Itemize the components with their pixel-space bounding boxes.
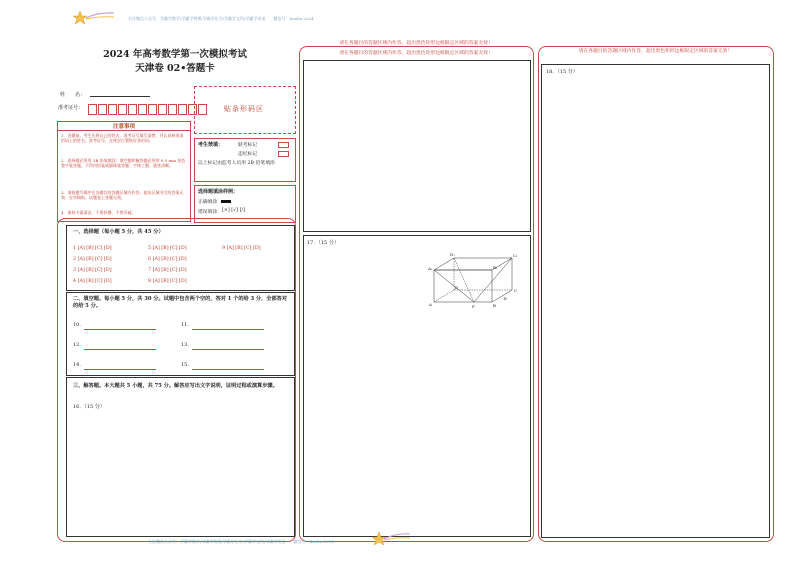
blank-12-line[interactable]: [84, 343, 156, 350]
label-e: E: [504, 296, 507, 301]
blank-15-line[interactable]: [192, 363, 264, 370]
blank-11-line[interactable]: [192, 323, 264, 330]
absent-checkbox[interactable]: [278, 142, 289, 148]
blank-14-line[interactable]: [84, 363, 156, 370]
notice-item-2: 2．选择题必须用 2B 铅笔填涂；填空题和解答题必须用 0.5 mm 黑色签字笔答题，不得用铅笔或圆珠笔答题；字体工整、笔迹清晰。: [61, 158, 186, 168]
mc-q1[interactable]: 1 [A] [B] [C] [D]: [73, 246, 112, 251]
label-b: B: [493, 303, 496, 308]
notice-item-4: 4．保持卡面清洁，不要折叠、不要弄破。: [61, 210, 136, 215]
blank-10[interactable]: [73, 320, 156, 330]
middle-warning-top: 请在各题目的答题区域内作答，超出黑色矩形边框限定区域的答案无效！: [339, 41, 493, 46]
notice-item-1: 1．答题前，考生先将自己的姓名，准考证号填写清楚，并认真核准条形码上的姓名、准考证号，在规定位置贴好条形码。: [61, 133, 184, 143]
name-field[interactable]: [90, 96, 150, 97]
mc-q6[interactable]: 6 [A] [B] [C] [D]: [148, 257, 187, 262]
header-text: 关注微信公众号：学霸学数学/学霸学物理/学霸学化学/学霸学文科/学霸学英语 微信号：Xueba-2024: [128, 16, 314, 21]
mc-q5[interactable]: 5 [A] [B] [C] [D]: [148, 246, 187, 251]
label-a: A: [429, 302, 432, 307]
forbidden-title: 考生禁填：: [198, 142, 224, 148]
wrong-fill-label: 错误填涂: [198, 210, 218, 215]
section2-title: 二、填空题。每小题 5 分，共 30 分。试题中包含两个空的，答对 1 个的给 3 分，全部答对的给 5 分。: [73, 296, 288, 309]
mc-q7[interactable]: 7 [A] [B] [C] [D]: [148, 268, 187, 273]
right-warning-top: 请在各题目的答题区域内作答，超出黑色矩形边框限定区域的答案无效！: [578, 49, 733, 54]
page-subtitle: 天津卷 02•答题卡: [135, 63, 215, 74]
id-label: 准考证号：: [58, 105, 84, 111]
star-logo-bottom: [372, 530, 412, 550]
mc-q8[interactable]: 8 [A] [B] [C] [D]: [148, 279, 187, 284]
mc-q4[interactable]: 4 [A] [B] [C] [D]: [73, 279, 112, 284]
name-label: 姓 名：: [60, 92, 86, 98]
q16-label: 16．（15 分）: [73, 404, 105, 410]
blank-11[interactable]: [181, 320, 264, 330]
mc-col3[interactable]: [222, 243, 261, 254]
mc-q9[interactable]: 9 [A] [B] [C] [D]: [222, 246, 261, 251]
blank-13-line[interactable]: [192, 343, 264, 350]
label-b1: B₁: [493, 265, 498, 270]
cuboid-figure: [428, 250, 524, 310]
middle-answer-box-top[interactable]: [303, 60, 531, 232]
label-f: F: [472, 304, 475, 309]
mc-col1[interactable]: [73, 243, 112, 287]
footer-text: 关注微信公众号：学霸学数学/学霸学物理/学霸学化学/学霸学文科/学霸学英语 微信号：Xueba-2024: [148, 539, 334, 544]
blank-11-label: 11．: [181, 322, 193, 328]
blank-12-label: 12．: [73, 342, 85, 348]
mc-col2[interactable]: [148, 243, 187, 287]
blank-10-line[interactable]: [84, 323, 156, 330]
notice-item-3: 3．请按题号顺序在各题目的答题区域内作答，超出区域书写的答案无效；在草稿纸、试题卷上答题无效。: [61, 190, 184, 200]
q17-label: 17．（15 分）: [307, 240, 339, 246]
middle-warning-top-2: 请在各题目的答题区域内作答，超出黑色矩形边框限定区域的答案无效！: [339, 51, 493, 56]
fill-sample-title: 选择题填涂样例：: [198, 189, 239, 195]
id-boxes[interactable]: [88, 104, 208, 115]
q18-label: 18．（15 分）: [546, 69, 578, 75]
q18-answer-box[interactable]: [541, 64, 770, 538]
correct-fill-mark: [221, 200, 231, 203]
label-c1: C₁: [513, 253, 518, 258]
section3-title: 三、解答题。本大题共 5 小题，共 75 分。解答应写出文字说明，证明过程或演算步骤。: [73, 383, 278, 389]
blank-14[interactable]: [73, 360, 156, 370]
label-c: C: [514, 288, 518, 293]
blank-15[interactable]: [181, 360, 264, 370]
blank-10-label: 10．: [73, 322, 85, 328]
violation-checkbox[interactable]: [278, 151, 289, 157]
blank-15-label: 15．: [181, 362, 193, 368]
mc-q2[interactable]: 2 [A] [B] [C] [D]: [73, 257, 112, 262]
mc-q3[interactable]: 3 [A] [B] [C] [D]: [73, 268, 112, 273]
notice-title: 注意事项: [57, 122, 191, 131]
barcode-label: 贴条形码区: [224, 105, 264, 113]
absent-label: 缺考标记: [238, 143, 258, 148]
label-a1: A₁: [428, 266, 433, 271]
label-d1: D₁: [450, 252, 455, 257]
page-title: 2024 年高考数学第一次模拟考试: [103, 49, 247, 60]
blank-13-label: 13．: [181, 342, 193, 348]
star-logo-top: [72, 10, 116, 30]
section3-box[interactable]: [66, 377, 295, 537]
label-d: D: [455, 285, 459, 290]
forbidden-note: 以上标记由监考人员用 2B 铅笔填涂: [198, 161, 275, 166]
section1-title: 一、选择题（每小题 5 分，共 45 分）: [73, 229, 164, 235]
blank-12[interactable]: [73, 340, 156, 350]
blank-14-label: 14．: [73, 362, 85, 368]
wrong-fill-marks: [×] [√] [/]: [222, 208, 245, 213]
blank-13[interactable]: [181, 340, 264, 350]
correct-fill-label: 正确填涂: [198, 200, 218, 205]
violation-label: 违纪标记: [238, 152, 258, 157]
